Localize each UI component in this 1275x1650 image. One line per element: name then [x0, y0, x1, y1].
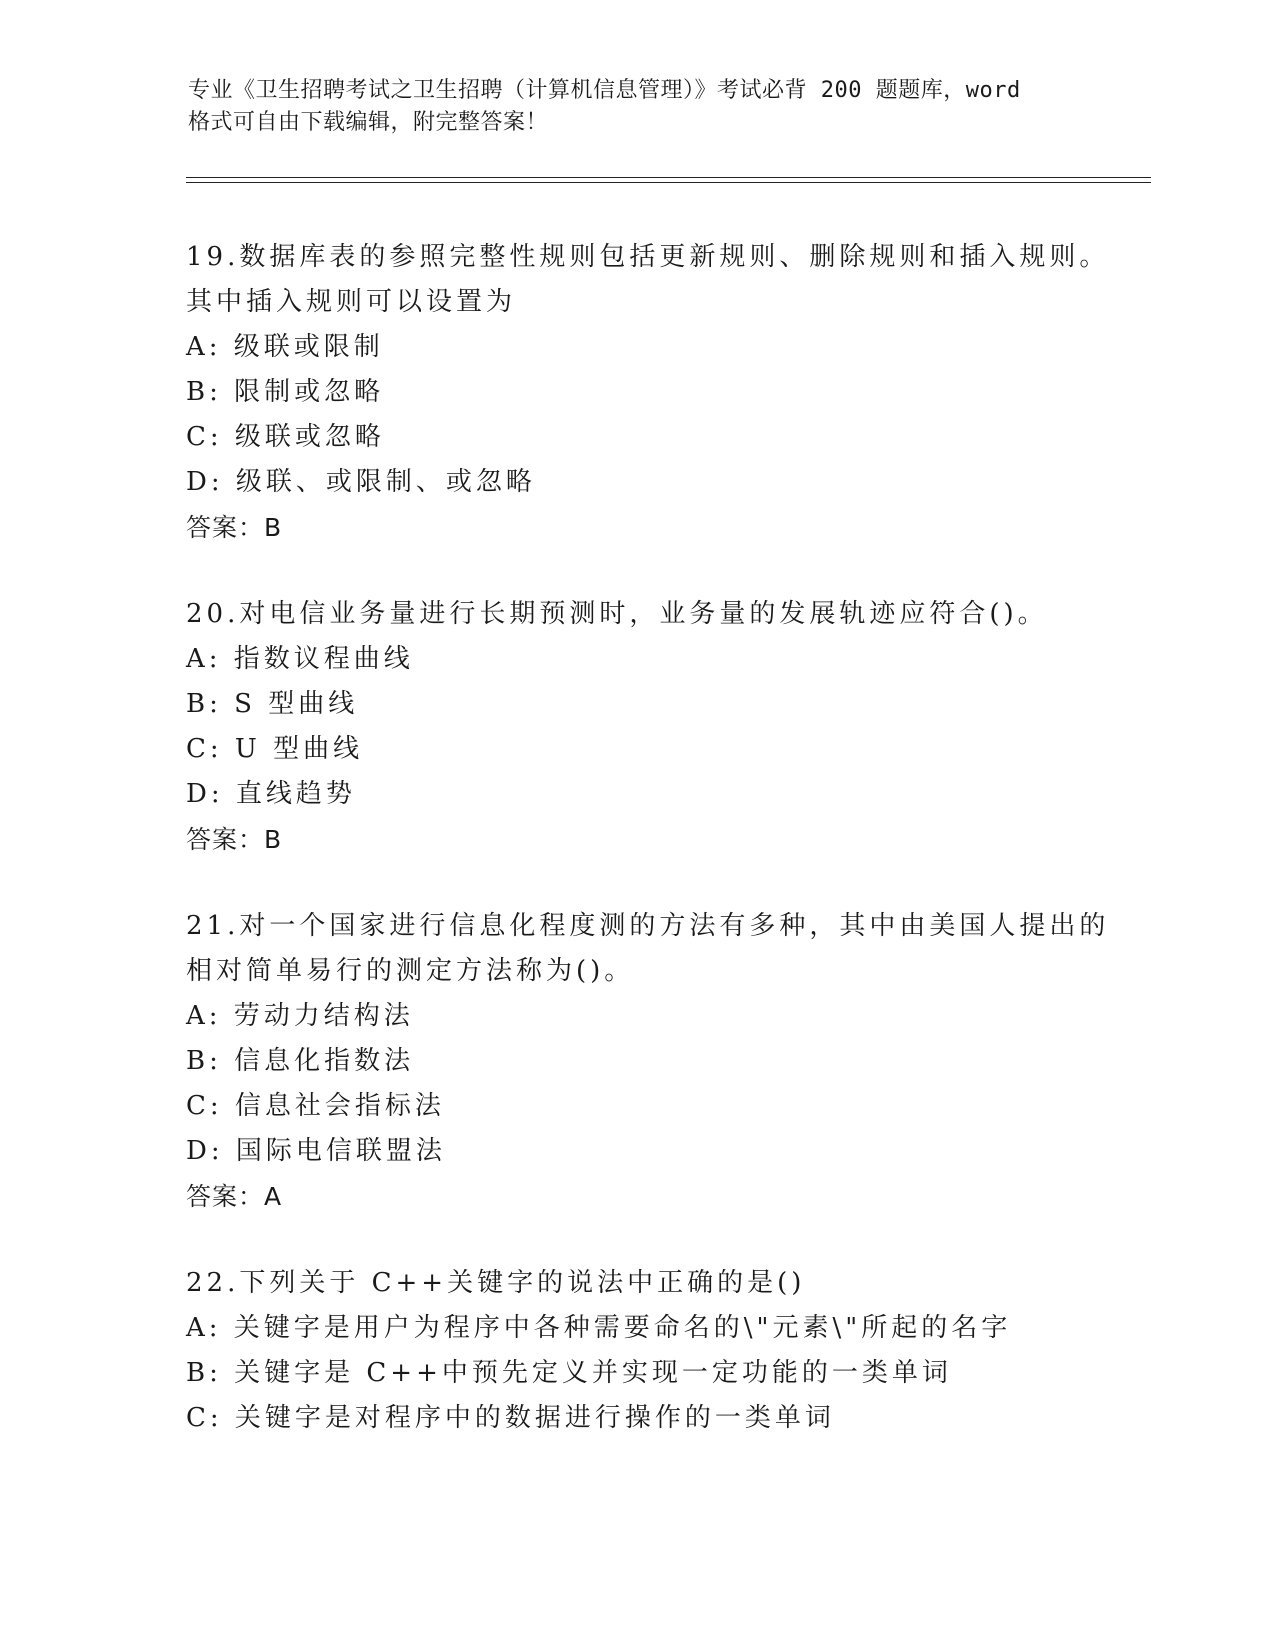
option-a: A: 劳动力结构法	[186, 1001, 414, 1031]
header-divider-top	[186, 177, 1151, 178]
question-stem: 21.对一个国家进行信息化程度测的方法有多种，其中由美国人提出的	[186, 911, 1110, 941]
option-a: A: 关键字是用户为程序中各种需要命名的\"元素\"所起的名字	[186, 1313, 1012, 1343]
option-b: B: 信息化指数法	[186, 1046, 415, 1076]
answer: 答案：B	[186, 825, 283, 854]
answer: 答案：A	[186, 1182, 283, 1211]
option-a: A: 级联或限制	[186, 332, 384, 362]
question-stem: 其中插入规则可以设置为	[186, 287, 517, 317]
option-c: C: 级联或忽略	[186, 422, 385, 452]
option-d: D: 级联、或限制、或忽略	[186, 467, 536, 497]
option-d: D: 国际电信联盟法	[186, 1136, 446, 1166]
question-21	[186, 904, 1146, 1219]
option-b: B: 关键字是 C++中预先定义并实现一定功能的一类单词	[186, 1358, 952, 1388]
option-b: B: 限制或忽略	[186, 377, 385, 407]
answer: 答案：B	[186, 513, 283, 542]
option-d: D: 直线趋势	[186, 779, 356, 809]
header-divider-bottom	[186, 182, 1151, 183]
question-19	[186, 235, 1146, 550]
question-stem: 22.下列关于 C++关键字的说法中正确的是()	[186, 1268, 806, 1298]
question-list	[186, 235, 1146, 1483]
question-22	[186, 1261, 1146, 1441]
option-c: C: 关键字是对程序中的数据进行操作的一类单词	[186, 1403, 835, 1433]
header-line-2: 格式可自由下载编辑，附完整答案！	[188, 110, 549, 135]
option-b: B: S 型曲线	[186, 689, 359, 719]
option-c: C: 信息社会指标法	[186, 1091, 445, 1121]
question-stem: 相对简单易行的测定方法称为()。	[186, 956, 635, 986]
question-20	[186, 592, 1146, 862]
question-stem: 19.数据库表的参照完整性规则包括更新规则、删除规则和插入规则。	[186, 242, 1110, 272]
question-stem: 20.对电信业务量进行长期预测时，业务量的发展轨迹应符合()。	[186, 599, 1048, 629]
header-line-1: 专业《卫生招聘考试之卫生招聘（计算机信息管理）》考试必背 200 题题库，word	[188, 78, 1021, 103]
document-header	[188, 75, 1088, 139]
option-c: C: U 型曲线	[186, 734, 364, 764]
option-a: A: 指数议程曲线	[186, 644, 414, 674]
